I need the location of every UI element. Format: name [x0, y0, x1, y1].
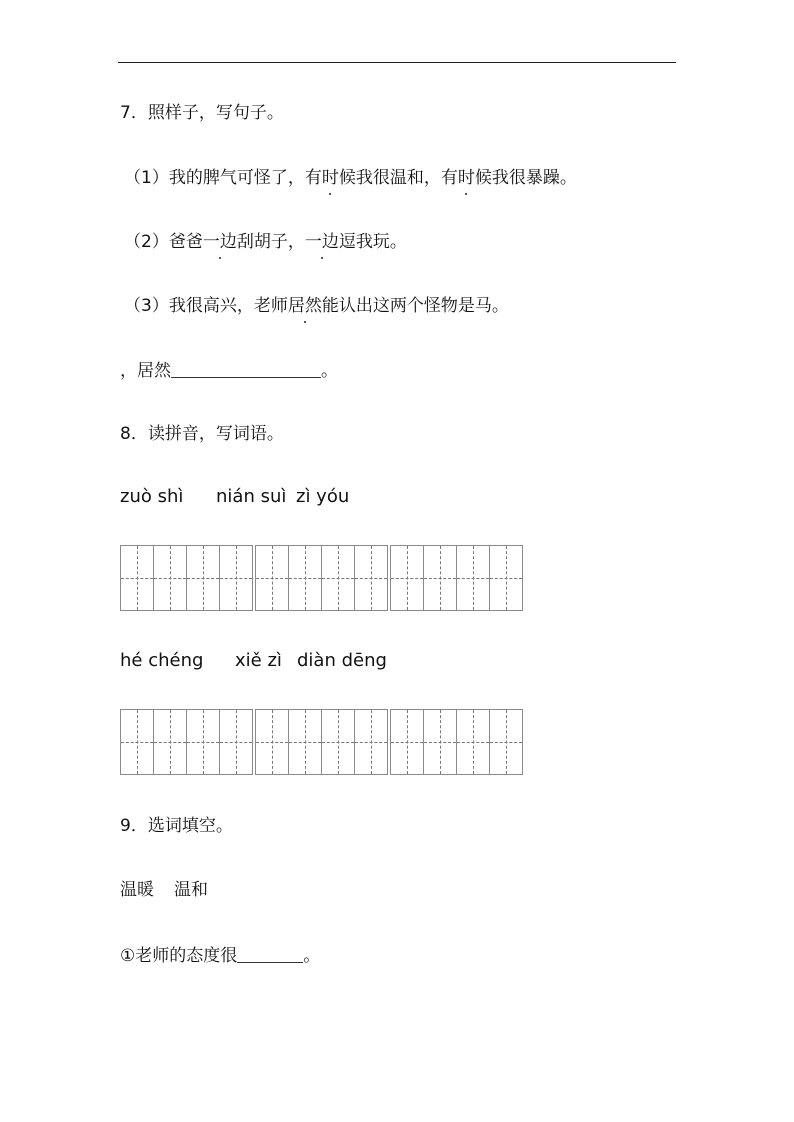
pinyin-2-2: xiě zì	[235, 650, 282, 671]
grid-cell	[154, 710, 187, 774]
word-grid-1-1[interactable]	[120, 545, 253, 611]
q7-fill-prefix: ，居然	[120, 361, 171, 381]
q7-sentence-3	[124, 295, 509, 317]
pinyin-1-3: zì yóu	[296, 486, 350, 507]
word-grid-1-2[interactable]	[255, 545, 388, 611]
grid-cell	[256, 710, 289, 774]
q7-s2-part-c: 刮胡子，	[236, 232, 305, 252]
q7-s3-dotted-1: 居然	[287, 296, 322, 316]
grid-cell	[457, 546, 490, 610]
q7-sentence-1	[124, 167, 577, 189]
q7-s3-part-a: （3）我很高兴，老师	[124, 296, 288, 316]
grid-cell	[391, 710, 424, 774]
grid-cell	[289, 710, 322, 774]
word-grid-2-2[interactable]	[255, 709, 388, 775]
q7-fill-suffix: 。	[321, 361, 338, 381]
q7-s1-part-a: （1）我的脾气可怪了，	[124, 168, 305, 188]
grid-cell	[256, 546, 289, 610]
grid-cell	[457, 710, 490, 774]
grid-cell	[289, 546, 322, 610]
q7-s1-part-c: 我很温和，	[355, 168, 441, 188]
q7-s1-dotted-1: 有时候	[304, 168, 356, 188]
q9-item-1-prefix: ①老师的态度很	[120, 946, 238, 966]
q8-pinyin-row-1	[0, 486, 794, 508]
q7-s2-dotted-1: 一边	[202, 232, 237, 252]
grid-cell	[355, 546, 388, 610]
q8-title: 8．读拼音，写词语。	[120, 424, 284, 444]
grid-cell	[154, 546, 187, 610]
grid-cell	[355, 710, 388, 774]
header-rule	[118, 62, 676, 63]
pinyin-1-2: nián suì	[216, 486, 287, 507]
q7-s2-part-a: （2）爸爸	[124, 232, 203, 252]
q9-item-1	[120, 944, 320, 967]
q7-s2-part-e: 逗我玩。	[338, 232, 407, 252]
grid-cell	[424, 546, 457, 610]
pinyin-1-1: zuò shì	[120, 486, 184, 507]
grid-cell	[490, 546, 523, 610]
q9-options	[120, 879, 208, 901]
q8-pinyin-row-2	[0, 650, 794, 672]
q9-item-1-blank[interactable]	[237, 944, 303, 963]
q7-fill-line	[120, 359, 338, 382]
word-grid-2-3[interactable]	[390, 709, 523, 775]
grid-cell	[391, 546, 424, 610]
q7-fill-blank[interactable]	[171, 359, 321, 378]
word-grid-2-1[interactable]	[120, 709, 253, 775]
grid-cell	[322, 546, 355, 610]
q9-title: 9．选词填空。	[120, 816, 233, 836]
grid-cell	[220, 710, 253, 774]
q9-option-2: 温和	[174, 880, 208, 900]
grid-cell	[424, 710, 457, 774]
grid-cell	[322, 710, 355, 774]
q9-item-1-suffix: 。	[303, 946, 321, 966]
grid-cell	[187, 546, 220, 610]
pinyin-2-3: diàn dēng	[297, 650, 387, 671]
q9-option-1: 温暖	[120, 880, 154, 900]
q8-grid-row-1	[120, 545, 523, 611]
q7-s3-part-c: 能认出这两个怪物是马。	[321, 296, 509, 316]
grid-cell	[121, 710, 154, 774]
grid-cell	[490, 710, 523, 774]
q7-s2-dotted-2: 一边	[304, 232, 339, 252]
word-grid-1-3[interactable]	[390, 545, 523, 611]
grid-cell	[121, 546, 154, 610]
grid-cell	[220, 546, 253, 610]
q7-s1-part-e: 我很暴躁。	[491, 168, 577, 188]
grid-cell	[187, 710, 220, 774]
q7-sentence-2	[124, 231, 407, 253]
q7-title: 7．照样子，写句子。	[120, 103, 284, 123]
q8-grid-row-2	[120, 709, 523, 775]
pinyin-2-1: hé chéng	[120, 650, 204, 671]
q7-s1-dotted-2: 有时候	[440, 168, 492, 188]
